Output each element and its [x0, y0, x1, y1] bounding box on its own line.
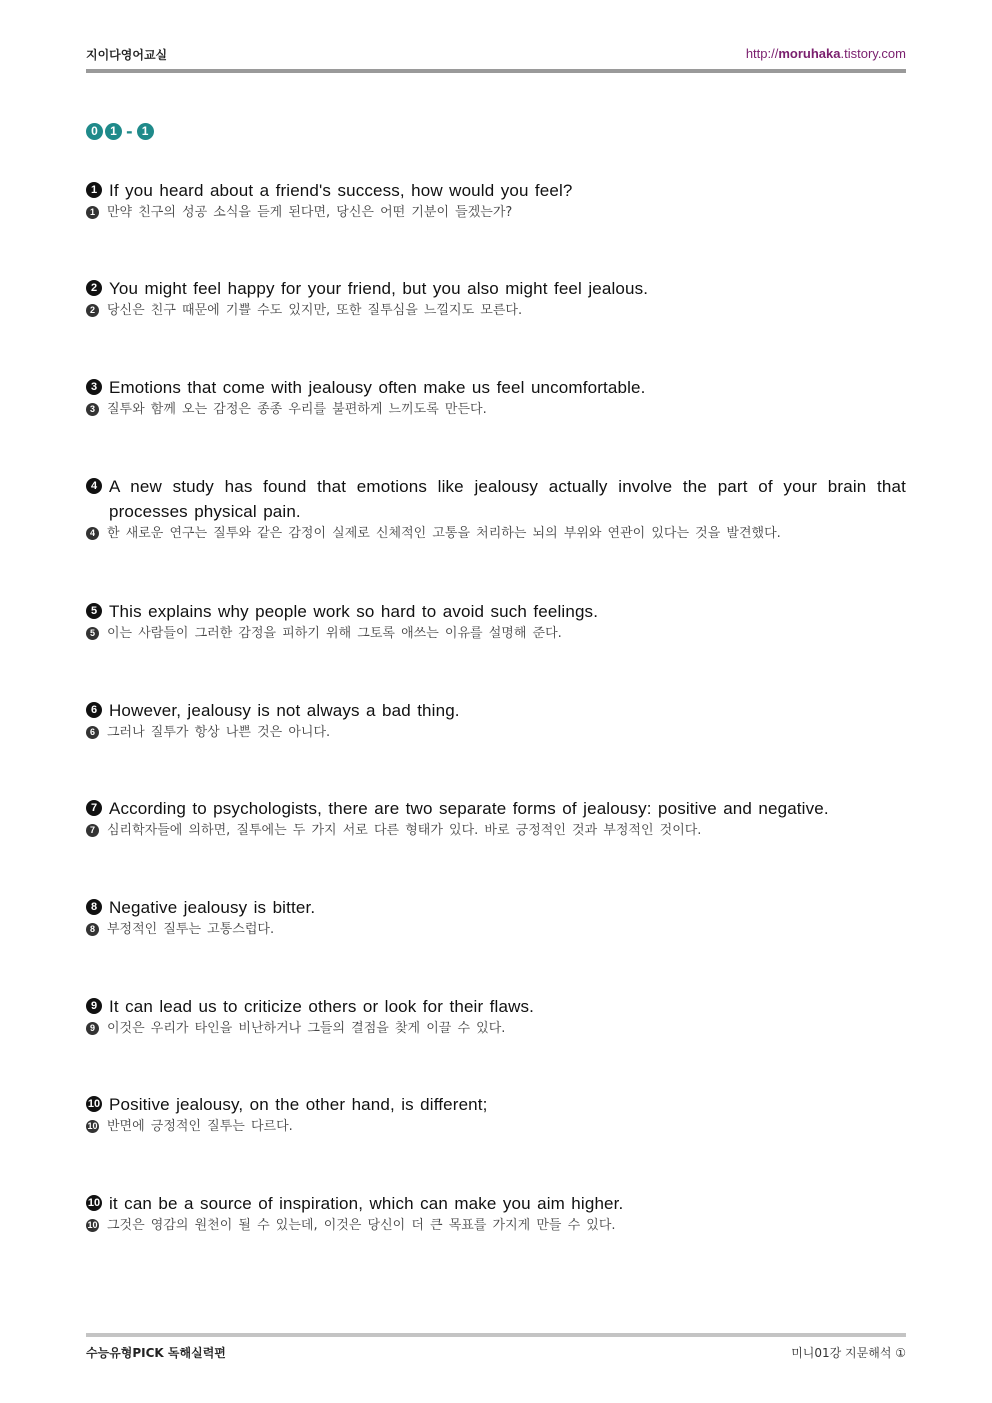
english-text: Negative jealousy is bitter. — [109, 898, 316, 917]
english-text: However, jealousy is not always a bad thing. — [109, 701, 460, 720]
sentence-number: 9 — [86, 998, 102, 1014]
english-line — [86, 895, 906, 920]
school-name: 지이다영어교실 — [86, 48, 168, 62]
korean-text: 반면에 긍정적인 질투는 다르다. — [107, 1119, 293, 1134]
section-digit-1: 0 — [86, 123, 103, 140]
page-header — [86, 46, 906, 66]
korean-line — [86, 203, 906, 223]
section-dash: - — [126, 121, 133, 141]
sentence-item — [86, 375, 906, 420]
url-prefix: http:// — [745, 46, 779, 61]
korean-line — [86, 524, 906, 544]
translation-number: 2 — [86, 304, 99, 317]
header-divider — [86, 69, 906, 73]
korean-text: 질투와 함께 오는 감정은 종종 우리를 불편하게 느끼도록 만든다. — [107, 402, 487, 417]
english-text: A new study has found that emotions like jealousy actually involve the part of your brain that processes physical pain. — [109, 477, 906, 521]
korean-text: 심리학자들에 의하면, 질투에는 두 가지 서로 다른 형태가 있다. 바로 긍정적인 것과 부정적인 것이다. — [107, 823, 702, 838]
korean-line — [86, 920, 906, 940]
translation-number: 4 — [86, 527, 99, 540]
korean-text: 부정적인 질투는 고통스럽다. — [107, 922, 275, 937]
sentence-item — [86, 474, 906, 544]
english-text: You might feel happy for your friend, but you also might feel jealous. — [109, 279, 649, 298]
sentence-item — [86, 994, 906, 1039]
korean-line — [86, 1117, 906, 1137]
sentence-number: 2 — [86, 280, 102, 296]
sentence-item — [86, 698, 906, 743]
english-line — [86, 698, 906, 723]
english-line — [86, 796, 906, 821]
korean-text: 이것은 우리가 타인을 비난하거나 그들의 결점을 찾게 이끌 수 있다. — [107, 1021, 506, 1036]
sentence-item — [86, 796, 906, 841]
url-suffix: .tistory.com — [840, 46, 906, 61]
blog-url[interactable] — [746, 46, 906, 61]
korean-text: 만약 친구의 성공 소식을 듣게 된다면, 당신은 어떤 기분이 들겠는가? — [107, 205, 513, 220]
translation-number: 6 — [86, 726, 99, 739]
translation-number: 8 — [86, 923, 99, 936]
lesson-label: 미니01강 지문해석 ① — [791, 1346, 906, 1360]
sentence-item — [86, 1092, 906, 1137]
sentence-item — [86, 895, 906, 940]
translation-number: 5 — [86, 627, 99, 640]
english-text: it can be a source of inspiration, which can make you aim higher. — [109, 1194, 624, 1213]
translation-number: 10 — [87, 1220, 98, 1230]
english-line — [86, 276, 906, 301]
korean-line — [86, 723, 906, 743]
translation-number: 9 — [86, 1022, 99, 1035]
korean-text: 그러나 질투가 항상 나쁜 것은 아니다. — [107, 725, 331, 740]
sentence-item — [86, 599, 906, 644]
english-text: Positive jealousy, on the other hand, is different; — [109, 1095, 488, 1114]
sentence-number: 10 — [87, 1197, 101, 1209]
korean-text: 그것은 영감의 원천이 될 수 있는데, 이것은 당신이 더 큰 목표를 가지게 만들 수 있다. — [107, 1218, 616, 1233]
sentence-item — [86, 1191, 906, 1236]
sentence-number: 5 — [86, 603, 102, 619]
korean-line — [86, 400, 906, 420]
section-digit-2: 1 — [105, 123, 122, 140]
english-text: According to psychologists, there are two separate forms of jealousy: positive and negative. — [109, 799, 829, 818]
korean-line — [86, 821, 906, 841]
korean-line — [86, 1216, 906, 1236]
english-line — [86, 375, 906, 400]
english-text: Emotions that come with jealousy often make us feel uncomfortable. — [109, 378, 646, 397]
book-title: 수능유형PICK 독해실력편 — [86, 1346, 226, 1360]
english-line — [86, 599, 906, 624]
url-bold: moruhaka — [778, 46, 841, 61]
translation-number: 10 — [87, 1121, 98, 1131]
english-text: It can lead us to criticize others or look for their flaws. — [109, 997, 535, 1016]
korean-line — [86, 624, 906, 644]
section-digit-3: 1 — [137, 123, 154, 140]
section-number — [86, 121, 154, 141]
english-line — [86, 1191, 906, 1216]
translation-number: 1 — [86, 206, 99, 219]
sentence-item — [86, 178, 906, 223]
sentence-number: 8 — [86, 899, 102, 915]
korean-text: 당신은 친구 때문에 기쁠 수도 있지만, 또한 질투심을 느낄지도 모른다. — [107, 303, 523, 318]
english-line — [86, 994, 906, 1019]
sentence-number: 10 — [87, 1098, 101, 1110]
sentence-number: 1 — [86, 182, 102, 198]
korean-text: 이는 사람들이 그러한 감정을 피하기 위해 그토록 애쓰는 이유를 설명해 준다. — [107, 626, 562, 641]
english-text: This explains why people work so hard to avoid such feelings. — [109, 602, 599, 621]
english-line — [86, 474, 906, 524]
sentence-number: 3 — [86, 379, 102, 395]
sentence-item — [86, 276, 906, 321]
translation-number: 7 — [86, 824, 99, 837]
sentence-number: 4 — [86, 478, 102, 494]
footer-divider — [86, 1333, 906, 1337]
translation-number: 3 — [86, 403, 99, 416]
english-line — [86, 178, 906, 203]
korean-line — [86, 301, 906, 321]
korean-line — [86, 1019, 906, 1039]
sentence-number: 7 — [86, 800, 102, 816]
english-line — [86, 1092, 906, 1117]
korean-text: 한 새로운 연구는 질투와 같은 감정이 실제로 신체적인 고통을 처리하는 뇌의 부위와 연관이 있다는 것을 발견했다. — [107, 526, 781, 541]
sentence-number: 6 — [86, 702, 102, 718]
english-text: If you heard about a friend's success, how would you feel? — [109, 181, 573, 200]
page-footer — [86, 1344, 906, 1364]
